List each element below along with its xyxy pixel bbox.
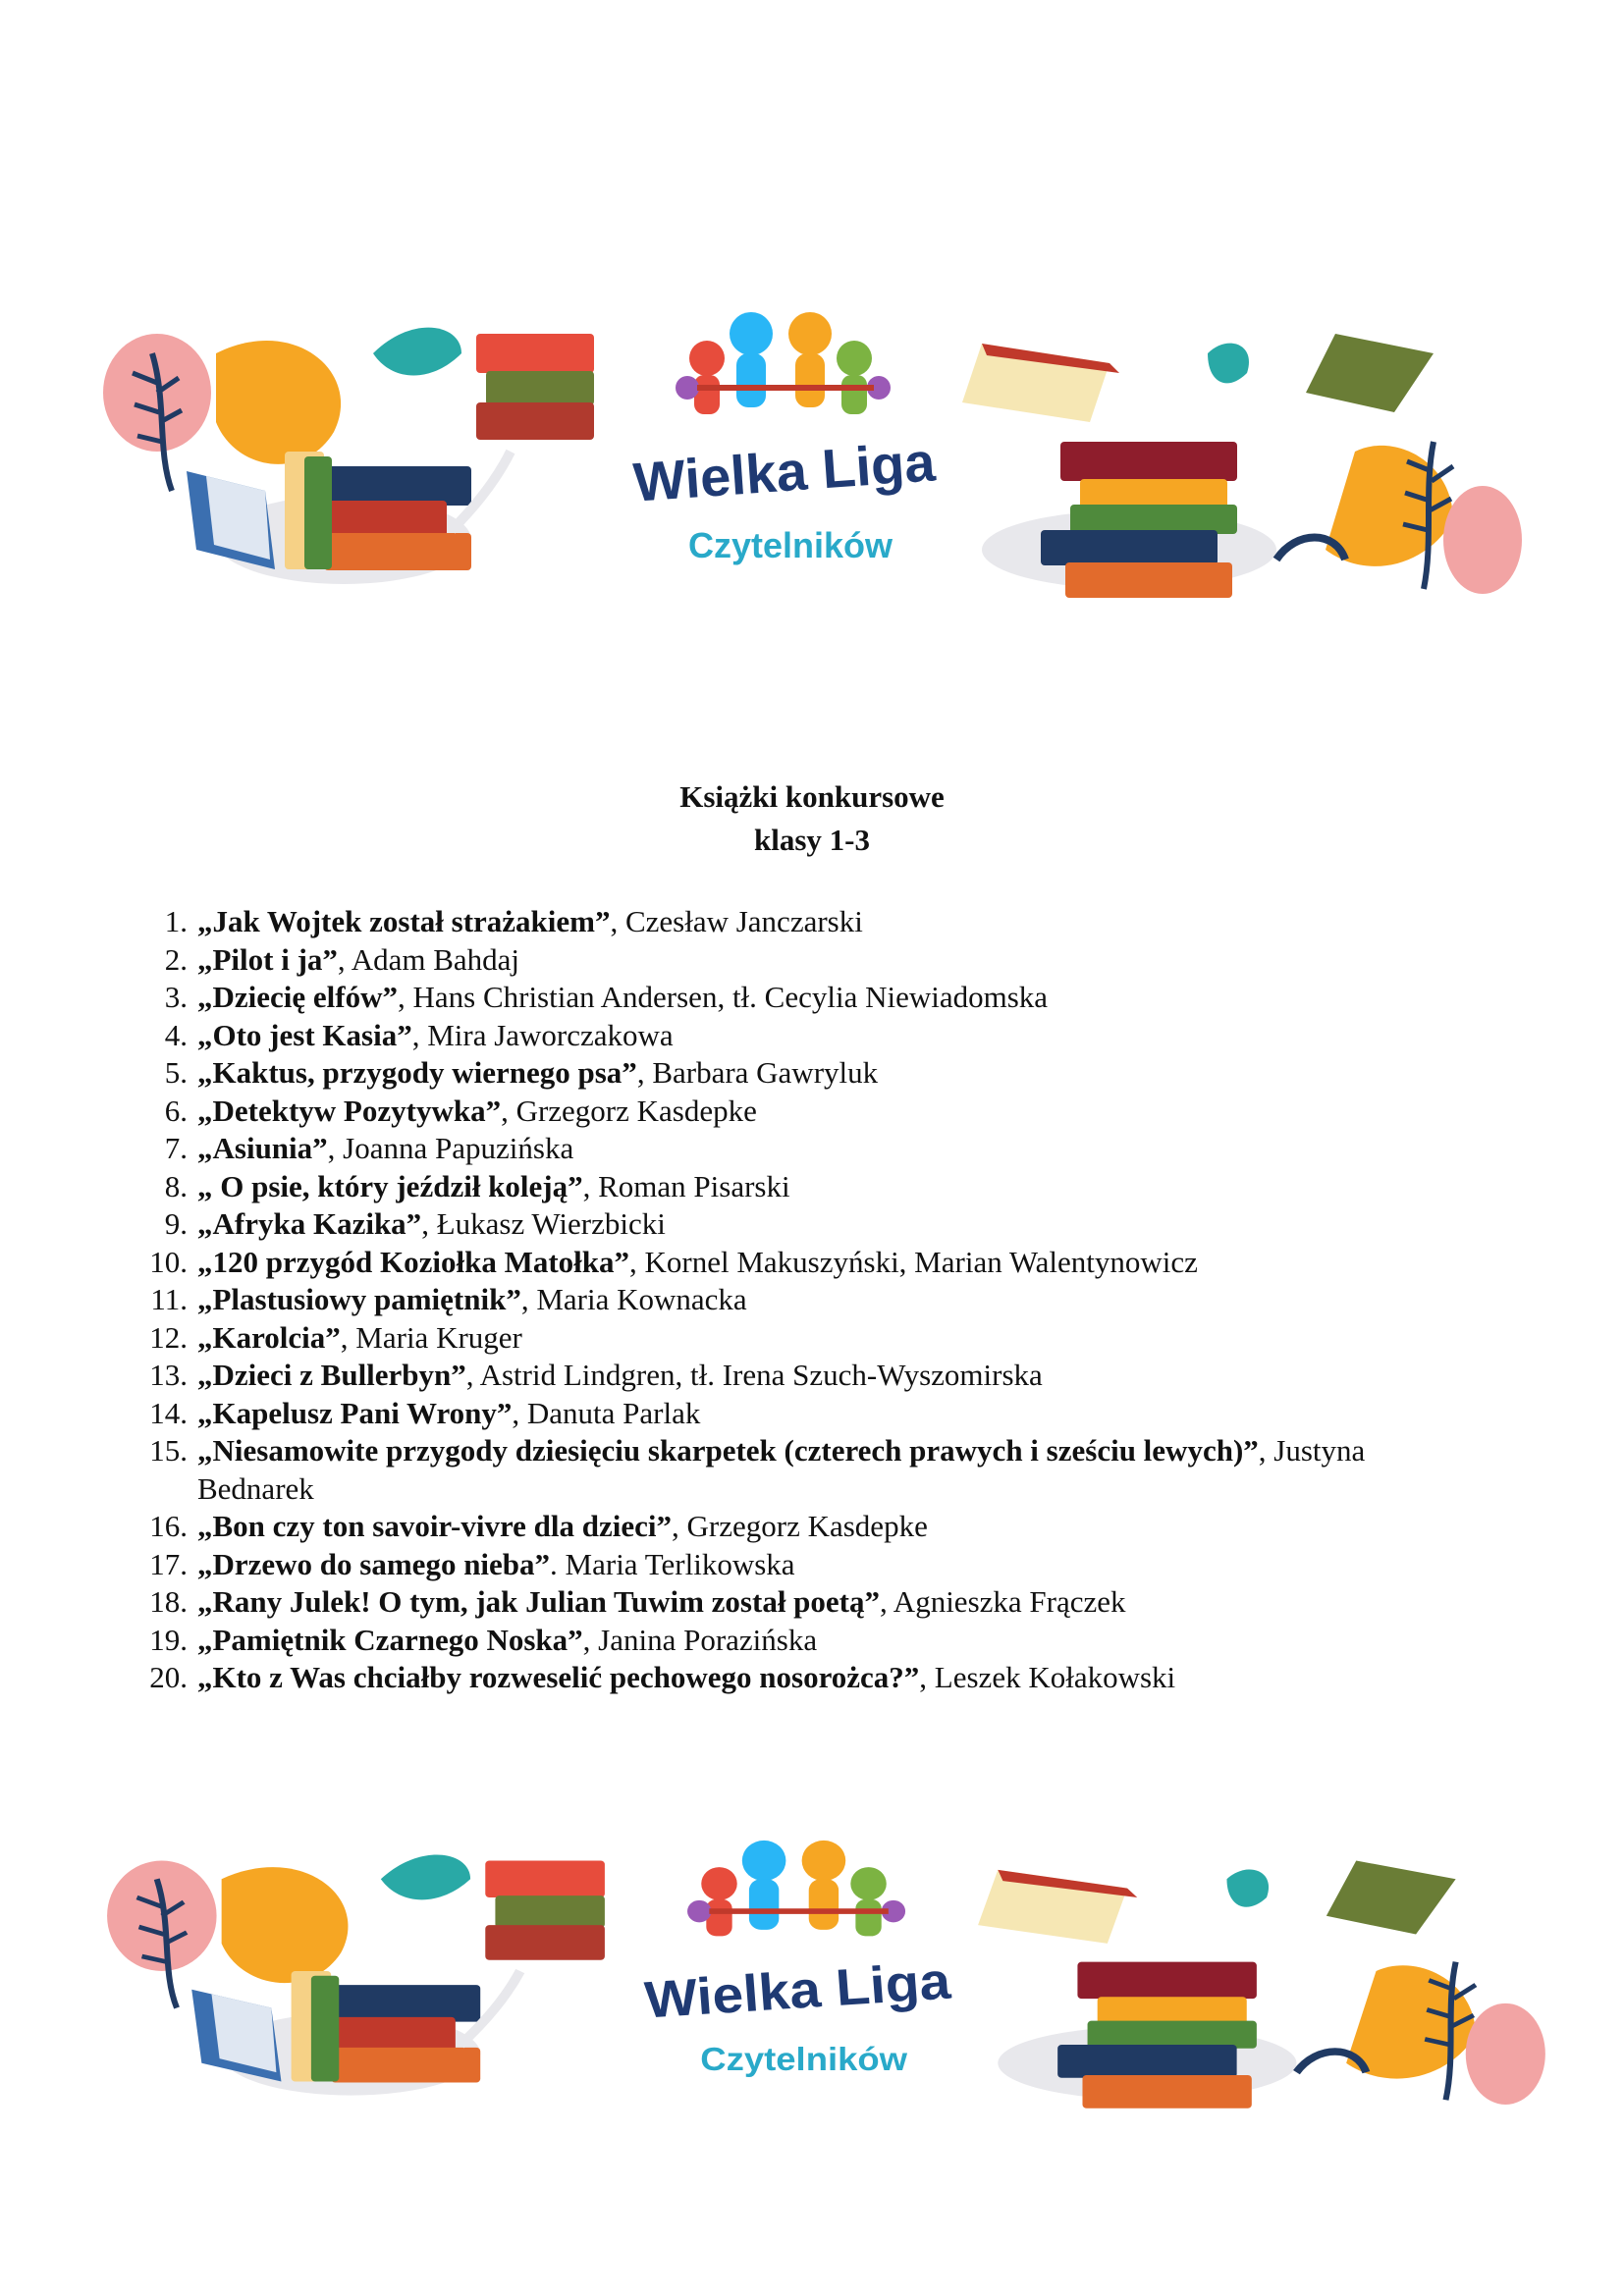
logo-children-icon: [687, 1841, 905, 1937]
list-item: 17. „Drzewo do samego nieba”. Maria Terlikowska: [149, 1546, 795, 1581]
list-item: 1. „Jak Wojtek został strażakiem”, Czesław Janczarski: [164, 904, 863, 938]
list-item: 6. „Detektyw Pozytywka”, Grzegorz Kasdepke: [164, 1093, 757, 1128]
footer-banner: [102, 1824, 1555, 2118]
logo-title: Wielka Liga: [631, 430, 938, 513]
logo-subtitle: Czytelników: [700, 2041, 908, 2078]
list-item: 10. „120 przygód Koziołka Matołka”, Kornel Makuszyński, Marian Walentynowicz: [149, 1244, 1198, 1279]
banner-illustration: [102, 1824, 1555, 2118]
list-item: 11. „Plastusiowy pamiętnik”, Maria Kownacka: [150, 1282, 747, 1316]
list-item: 19. „Pamiętnik Czarnego Noska”, Janina Porazińska: [149, 1622, 818, 1657]
book-list: [137, 903, 1473, 1697]
list-item: 20. „Kto z Was chciałby rozweselić pechowego nosorożca?”, Leszek Kołakowski: [149, 1660, 1176, 1694]
list-item: 14. „Kapelusz Pani Wrony”, Danuta Parlak: [149, 1395, 701, 1430]
list-item: 2. „Pilot i ja”, Adam Bahdaj: [164, 941, 520, 977]
list-item: 8. „ O psie, który jeździł koleją”, Roman Pisarski: [164, 1168, 790, 1203]
list-item: 13. „Dzieci z Bullerbyn”, Astrid Lindgren, tł. Irena Szuch-Wyszomirska: [149, 1358, 1043, 1392]
header-banner: [98, 294, 1532, 609]
page-subtitle: klasy 1-3: [754, 823, 870, 857]
list-item: 15. „Niesamowite przygody dziesięciu skarpetek (czterech prawych i sześciu lewych)”, Justyna Bednarek: [149, 1433, 1366, 1506]
list-item: 3. „Dziecię elfów”, Hans Christian Andersen, tł. Cecylia Niewiadomska: [164, 980, 1049, 1014]
list-item: 9. „Afryka Kazika”, Łukasz Wierzbicki: [164, 1206, 666, 1241]
list-item: 12. „Karolcia”, Maria Kruger: [149, 1319, 522, 1355]
list-item: 7. „Asiunia”, Joanna Papuzińska: [164, 1131, 574, 1165]
page-title: Książki konkursowe: [679, 779, 945, 814]
list-item: 16. „Bon czy ton savoir-vivre dla dzieci”, Grzegorz Kasdepke: [149, 1509, 928, 1543]
logo-title: Wielka Liga: [642, 1951, 952, 2030]
logo-children-icon: [676, 312, 891, 414]
logo-subtitle: Czytelników: [687, 525, 893, 565]
list-item: 5. „Kaktus, przygody wiernego psa”, Barbara Gawryluk: [164, 1055, 879, 1090]
banner-illustration: [98, 294, 1532, 609]
list-item: 18. „Rany Julek! O tym, jak Julian Tuwim został poetą”, Agnieszka Frączek: [149, 1584, 1126, 1619]
list-item: 4. „Oto jest Kasia”, Mira Jaworczakowa: [164, 1017, 674, 1052]
